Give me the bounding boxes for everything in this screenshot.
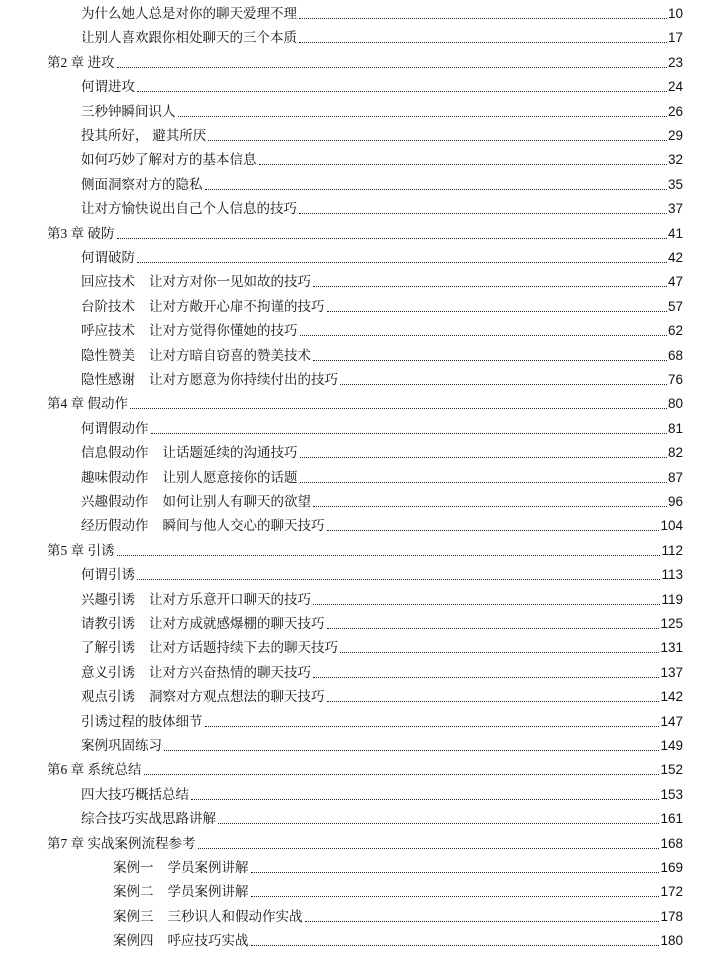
toc-chapter-row	[47, 538, 683, 560]
toc-entry-title	[113, 859, 249, 877]
toc-entry-main-title: 案例一	[113, 860, 154, 875]
toc-page-number: 76	[667, 372, 683, 387]
dot-leader	[144, 774, 660, 775]
dot-leader	[151, 433, 667, 434]
toc-entry-main-title: 让别人喜欢跟你相处聊天的三个本质	[81, 30, 297, 46]
toc-entry-title	[81, 78, 135, 96]
toc-entry-row	[81, 25, 683, 47]
toc-entry-main-title: 第2 章 进攻	[47, 54, 115, 70]
dot-leader	[251, 896, 660, 897]
dot-leader	[205, 726, 660, 727]
toc-page-number: 29	[667, 128, 683, 143]
toc-entry-title	[47, 54, 115, 72]
toc-entry-row	[81, 733, 683, 755]
toc-entry-subtitle: 让对方成就感爆棚的聊天技巧	[149, 616, 325, 631]
toc-chapter-row	[47, 391, 683, 413]
toc-entry-main-title: 了解引诱	[81, 640, 135, 656]
toc-page-number: 168	[660, 835, 683, 851]
toc-entry-title	[81, 566, 135, 584]
toc-page-number: 112	[661, 542, 683, 558]
toc-entry-main-title: 第4 章 假动作	[47, 396, 128, 412]
toc-entry-row	[81, 123, 683, 145]
dot-leader	[313, 604, 660, 605]
toc-page-number: 17	[667, 30, 683, 46]
toc-entry-subtitle: 让话题延续的沟通技巧	[162, 445, 298, 461]
toc-entry-row	[81, 147, 683, 169]
toc-entry-main-title: 趣味假动作	[81, 469, 149, 485]
dot-leader	[299, 213, 667, 214]
toc-entry-main-title: 观点引诱	[81, 689, 135, 705]
toc-entry-main-title: 隐性赞美	[81, 347, 135, 363]
toc-entry-row	[81, 318, 683, 340]
toc-chapter-row	[47, 831, 683, 853]
toc-entry-main-title: 三秒钟瞬间识人	[81, 103, 176, 119]
dot-leader	[218, 823, 659, 824]
toc-page-number: 113	[661, 567, 683, 583]
toc-chapter-row	[47, 50, 683, 72]
dot-leader	[259, 164, 667, 165]
dot-leader	[137, 579, 660, 580]
toc-entry-row	[81, 611, 683, 633]
toc-entry-main-title: 回应技术	[81, 274, 135, 290]
toc-entry-main-title: 何谓假动作	[81, 420, 149, 436]
dot-leader	[117, 555, 661, 556]
toc-page-number: 149	[660, 738, 683, 753]
toc-page-number: 172	[660, 884, 683, 900]
toc-entry-main-title: 第5 章 引诱	[47, 542, 115, 558]
toc-entry-main-title: 何谓破防	[81, 250, 135, 265]
toc-entry-title	[81, 737, 162, 755]
toc-entry-title	[47, 835, 196, 853]
toc-entry-row	[81, 416, 683, 438]
toc-entry-row	[113, 928, 683, 950]
toc-entry-subtitle: 让对方兴奋热情的聊天技巧	[149, 664, 311, 680]
toc-page-number: 37	[667, 201, 683, 217]
toc-entry-main-title: 四大技巧概括总结	[81, 786, 189, 802]
dot-leader	[299, 42, 667, 43]
toc-page-number: 96	[667, 494, 683, 509]
dot-leader	[313, 286, 667, 287]
toc-page-number: 35	[667, 176, 683, 192]
toc-page-number: 82	[667, 445, 683, 461]
toc-entry-title	[81, 639, 338, 657]
dot-leader	[251, 872, 660, 873]
toc-chapter-row	[47, 221, 683, 243]
toc-entry-row	[81, 440, 683, 462]
toc-entry-title	[113, 883, 249, 901]
toc-entry-title	[81, 176, 203, 194]
toc-entry-title	[113, 908, 303, 926]
toc-entry-title	[81, 469, 298, 487]
toc-entry-title	[81, 786, 189, 804]
toc-entry-main-title: 让对方愉快说出自己个人信息的技巧	[81, 201, 297, 217]
toc-entry-row	[113, 904, 683, 926]
toc-page-number: 178	[660, 908, 683, 924]
toc-entry-title	[81, 29, 297, 47]
toc-entry-row	[81, 465, 683, 487]
toc-page-number: 10	[667, 6, 683, 21]
toc-page-number: 23	[667, 54, 683, 70]
dot-leader	[305, 921, 660, 922]
toc-entry-main-title: 案例巩固练习	[81, 738, 162, 753]
toc-entry-title	[81, 517, 325, 535]
toc-entry-title	[113, 932, 249, 950]
toc-entry-title	[81, 322, 298, 340]
toc-entry-subtitle: 让对方对你一见如故的技巧	[149, 274, 311, 290]
dot-leader	[327, 701, 660, 702]
toc-entry-row	[81, 245, 683, 267]
toc-page-number: 131	[660, 640, 683, 656]
dot-leader	[117, 238, 667, 239]
toc-chapter-row	[47, 757, 683, 779]
dot-leader	[327, 530, 660, 531]
toc-entry-title	[81, 615, 325, 633]
dot-leader	[191, 799, 659, 800]
dot-leader	[327, 311, 667, 312]
toc-page-number: 62	[667, 323, 683, 339]
toc-entry-title	[81, 371, 338, 389]
dot-leader	[164, 750, 659, 751]
toc-entry-subtitle: 洞察对方观点想法的聊天技巧	[149, 689, 325, 705]
dot-leader	[117, 67, 667, 68]
toc-entry-main-title: 何谓引诱	[81, 567, 135, 583]
toc-entry-title	[81, 298, 325, 316]
toc-page-number: 152	[660, 762, 683, 778]
toc-entry-subtitle: 瞬间与他人交心的聊天技巧	[162, 518, 325, 534]
toc-entry-row	[81, 74, 683, 96]
dot-leader	[340, 384, 667, 385]
dot-leader	[340, 652, 659, 653]
toc-entry-subtitle: 让对方觉得你懂她的技巧	[149, 323, 298, 339]
toc-entry-title	[47, 395, 128, 413]
toc-entry-row	[81, 806, 683, 828]
toc-entry-main-title: 案例三	[113, 908, 154, 924]
toc-entry-main-title: 综合技巧实战思路讲解	[81, 811, 216, 827]
toc-entry-row	[81, 294, 683, 316]
toc-entry-subtitle: 让对方敞开心扉不拘谨的技巧	[149, 298, 325, 314]
toc-entry-row	[81, 367, 683, 389]
toc-entry-row	[81, 172, 683, 194]
toc-entry-subtitle: 让对方乐意开口聊天的技巧	[149, 591, 311, 607]
toc-entry-title	[81, 200, 297, 218]
toc-page-number: 104	[660, 518, 683, 534]
dot-leader	[313, 506, 667, 507]
toc-page-number: 161	[660, 811, 683, 827]
toc-entry-row	[81, 99, 683, 121]
toc-page-number: 137	[660, 664, 683, 680]
toc-entry-row	[81, 709, 683, 731]
toc-entry-main-title: 第3 章 破防	[47, 225, 115, 241]
toc-entry-subtitle: 如何让别人有聊天的欲望	[162, 494, 311, 509]
toc-entry-main-title: 案例二	[113, 884, 154, 900]
toc-entry-subtitle: 让对方暗自窃喜的赞美技术	[149, 347, 311, 363]
dot-leader	[137, 262, 667, 263]
toc-entry-title	[81, 591, 311, 609]
toc-entry-main-title: 为什么她人总是对你的聊天爱理不理	[81, 6, 297, 21]
toc-entry-main-title: 请教引诱	[81, 616, 135, 631]
toc-entry-title	[81, 493, 311, 511]
toc-entry-main-title: 隐性感谢	[81, 372, 135, 387]
toc-entry-main-title: 第6 章 系统总结	[47, 762, 142, 778]
toc-entry-title	[47, 542, 115, 560]
dot-leader	[313, 677, 659, 678]
toc-entry-title	[81, 713, 203, 731]
toc-entry-main-title: 呼应技术	[81, 323, 135, 339]
toc-entry-title	[81, 810, 216, 828]
toc-entry-title	[81, 688, 325, 706]
toc-entry-main-title: 侧面洞察对方的隐私	[81, 176, 203, 192]
toc-entry-row	[81, 513, 683, 535]
toc-entry-subtitle: 学员案例讲解	[167, 860, 249, 875]
toc-entry-subtitle: 让别人愿意接你的话题	[162, 469, 298, 485]
toc-page-number: 147	[660, 713, 683, 729]
toc-page-number: 125	[660, 616, 683, 631]
toc-entry-title	[81, 664, 311, 682]
toc-page-number: 41	[667, 225, 683, 241]
toc-entry-subtitle: 呼应技巧实战	[167, 933, 249, 949]
toc-page-number: 169	[660, 860, 683, 875]
toc-entry-main-title: 案例四	[113, 933, 154, 949]
dot-leader	[130, 408, 667, 409]
toc-entry-title	[81, 420, 149, 438]
toc-entry-title	[47, 225, 115, 243]
toc-entry-row	[81, 635, 683, 657]
toc-entry-title	[47, 761, 142, 779]
toc-page-number: 153	[660, 786, 683, 802]
toc-entry-main-title: 台阶技术	[81, 298, 135, 314]
dot-leader	[300, 335, 667, 336]
toc-entry-row	[81, 196, 683, 218]
toc-entry-row	[81, 489, 683, 511]
toc-entry-subtitle: 让对方话题持续下去的聊天技巧	[149, 640, 338, 656]
toc-entry-main-title: 兴趣假动作	[81, 494, 149, 509]
toc-page-number: 26	[667, 103, 683, 119]
toc-entry-row	[81, 269, 683, 291]
toc-page-number: 32	[667, 152, 683, 168]
toc-entry-main-title: 经历假动作	[81, 518, 149, 534]
toc-entry-row	[81, 684, 683, 706]
toc-page-number: 80	[667, 396, 683, 412]
toc-entry-subtitle: 让对方愿意为你持续付出的技巧	[149, 372, 338, 387]
dot-leader	[137, 91, 667, 92]
dot-leader	[198, 848, 660, 849]
toc-entry-main-title: 兴趣引诱	[81, 591, 135, 607]
toc-entry-main-title: 意义引诱	[81, 664, 135, 680]
toc-page-number: 87	[667, 469, 683, 485]
toc-entry-main-title: 信息假动作	[81, 445, 149, 461]
dot-leader	[251, 945, 660, 946]
toc-entry-row	[81, 562, 683, 584]
toc-entry-title	[81, 249, 135, 267]
toc-entry-row	[81, 343, 683, 365]
toc-page-number: 68	[667, 347, 683, 363]
toc-page-number: 24	[667, 79, 683, 95]
toc-entry-main-title: 何谓进攻	[81, 79, 135, 95]
toc-entry-main-title: 如何巧妙了解对方的基本信息	[81, 152, 257, 168]
toc-entry-main-title: 引诱过程的肢体细节	[81, 713, 203, 729]
toc-entry-row	[81, 1, 683, 23]
toc-page-number: 81	[667, 420, 683, 436]
toc-entry-main-title: 第7 章 实战案例流程参考	[47, 835, 196, 851]
toc-entry-row	[113, 879, 683, 901]
toc-entry-title	[81, 273, 311, 291]
toc-entry-subtitle: 三秒识人和假动作实战	[167, 908, 303, 924]
dot-leader	[300, 457, 667, 458]
dot-leader	[178, 116, 667, 117]
toc-entry-row	[113, 855, 683, 877]
toc-entry-title	[81, 5, 297, 23]
toc-page-number: 142	[660, 689, 683, 705]
toc-entry-row	[81, 660, 683, 682]
toc-entry-title	[81, 444, 298, 462]
toc-entry-title	[81, 127, 206, 145]
toc-page-number: 57	[667, 298, 683, 314]
toc-entry-title	[81, 103, 176, 121]
toc-page-number: 119	[661, 591, 683, 607]
dot-leader	[208, 140, 667, 141]
dot-leader	[313, 360, 667, 361]
toc-page-number: 180	[660, 933, 683, 949]
toc-entry-title	[81, 347, 311, 365]
dot-leader	[300, 482, 667, 483]
toc-entry-row	[81, 782, 683, 804]
toc-entry-row	[81, 587, 683, 609]
toc-entry-main-title: 投其所好， 避其所厌	[81, 128, 207, 143]
dot-leader	[327, 628, 660, 629]
toc-entry-title	[81, 151, 257, 169]
dot-leader	[299, 18, 667, 19]
toc-page-number: 42	[667, 250, 683, 265]
toc-entry-subtitle: 学员案例讲解	[167, 884, 249, 900]
toc-page-number: 47	[667, 274, 683, 290]
dot-leader	[205, 189, 667, 190]
